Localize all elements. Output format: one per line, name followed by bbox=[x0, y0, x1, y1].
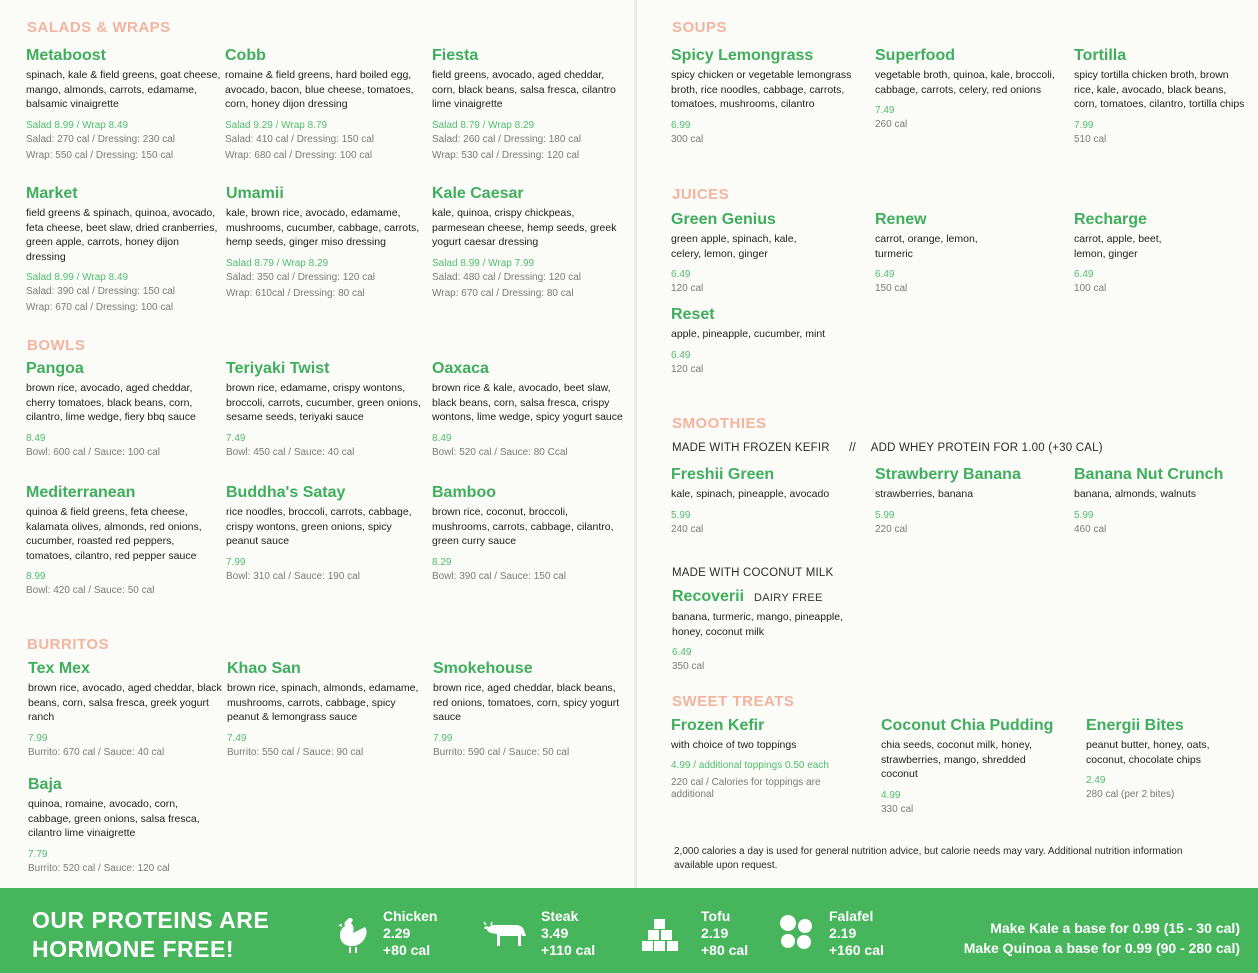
menu-item-energii-bites[interactable] bbox=[1086, 717, 1246, 803]
item-calories: Salad: 270 cal / Dressing: 230 cal bbox=[26, 133, 175, 145]
note-divider: // bbox=[849, 442, 856, 454]
item-description: banana, almonds, walnuts bbox=[1074, 488, 1196, 500]
item-calories: Bowl: 390 cal / Sauce: 150 cal bbox=[432, 570, 566, 582]
item-price: 7.99 bbox=[433, 732, 453, 744]
item-name: Energii Bites bbox=[1086, 717, 1184, 734]
item-price: 8.49 bbox=[432, 432, 452, 444]
item-description: rice noodles, broccoli, carrots, cabbage, crispy wontons, green onions, spicy peanut sauce bbox=[226, 506, 412, 547]
item-description: banana, turmeric, mango, pineapple, honey, coconut milk bbox=[672, 611, 844, 638]
item-calories-wrap: Wrap: 610cal / Dressing: 80 cal bbox=[226, 287, 365, 299]
item-price: 6.49 bbox=[671, 269, 691, 280]
item-calories-wrap: Wrap: 670 cal / Dressing: 100 cal bbox=[26, 302, 174, 313]
item-calories: 220 cal / Calories for toppings are additional bbox=[671, 776, 821, 800]
page-fold bbox=[634, 0, 637, 973]
item-name: Oaxaca bbox=[432, 360, 489, 377]
item-price: Salad 8.79 / Wrap 8.29 bbox=[432, 119, 535, 131]
item-description: brown rice, edamame, crispy wontons, broccoli, carrots, cucumber, green onions, sesame seeds, teriyaki sauce bbox=[226, 382, 421, 423]
item-price: 5.99 bbox=[671, 509, 691, 521]
calorie-disclaimer: 2,000 calories a day is used for general nutrition advice, but calorie needs may vary. Additional nutrition information available upon request. bbox=[674, 846, 1183, 871]
item-description: brown rice & kale, avocado, beet slaw, black beans, corn, salsa fresca, crispy wontons, lime wedge, spicy yogurt sauce bbox=[432, 382, 623, 423]
item-description: brown rice, spinach, almonds, edamame, mushrooms, carrots, cabbage, spicy peanut & lemongrass sauce bbox=[227, 682, 419, 723]
item-description: quinoa & field greens, feta cheese, kalamata olives, almonds, red onions, cucumber, roasted red peppers, tomatoes, cilantro, red pepper sauce bbox=[26, 506, 202, 562]
section-smoothies: SMOOTHIES bbox=[672, 415, 767, 432]
item-calories: 330 cal bbox=[881, 803, 914, 815]
falafel-balls-icon bbox=[778, 914, 814, 950]
item-name: Green Genius bbox=[671, 211, 776, 228]
item-description: green apple, spinach, kale, celery, lemon, ginger bbox=[671, 233, 797, 260]
item-name: Tortilla bbox=[1074, 47, 1127, 64]
item-calories: 240 cal bbox=[671, 523, 704, 535]
item-name: Baja bbox=[28, 776, 62, 793]
item-calories-wrap: Wrap: 670 cal / Dressing: 80 cal bbox=[432, 287, 574, 299]
item-calories: Salad: 260 cal / Dressing: 180 cal bbox=[432, 133, 581, 145]
item-calories: 150 cal bbox=[875, 283, 908, 294]
item-price: 8.49 bbox=[26, 432, 46, 444]
menu-item-smokehouse[interactable] bbox=[433, 660, 628, 761]
item-name: Coconut Chia Pudding bbox=[881, 717, 1054, 734]
item-name: Buddha's Satay bbox=[226, 484, 346, 501]
cow-icon bbox=[482, 920, 530, 950]
item-calories: 460 cal bbox=[1074, 523, 1107, 535]
whey-protein-note: ADD WHEY PROTEIN FOR 1.00 (+30 CAL) bbox=[870, 442, 1103, 454]
item-name: Recharge bbox=[1074, 211, 1147, 228]
protein-calories: +160 cal bbox=[829, 942, 884, 958]
item-name: Market bbox=[26, 185, 78, 202]
item-calories: 280 cal (per 2 bites) bbox=[1086, 789, 1175, 800]
section-bowls: BOWLS bbox=[27, 337, 86, 354]
menu-item-oaxaca[interactable] bbox=[432, 360, 627, 461]
item-price: 7.99 bbox=[226, 556, 246, 568]
item-description: spicy tortilla chicken broth, brown rice, kale, avocado, black beans, corn, tomatoes, cilantro, tortilla chips bbox=[1074, 69, 1245, 110]
item-price: 7.49 bbox=[226, 432, 246, 444]
item-description: carrot, apple, beet, lemon, ginger bbox=[1074, 233, 1162, 260]
item-calories: 120 cal bbox=[671, 363, 704, 375]
item-name: Teriyaki Twist bbox=[226, 360, 330, 377]
menu-item-superfood[interactable] bbox=[875, 47, 1070, 133]
item-calories: Burrito: 590 cal / Sauce: 50 cal bbox=[433, 746, 570, 758]
menu-item-freshii-green[interactable] bbox=[671, 466, 831, 538]
item-name: Bamboo bbox=[432, 484, 496, 501]
item-description: field greens, avocado, aged cheddar, corn, black beans, salsa fresca, cilantro lime vinaigrette bbox=[432, 69, 616, 110]
item-price: Salad 9.29 / Wrap 8.79 bbox=[225, 119, 328, 131]
kefir-note bbox=[672, 442, 1103, 454]
menu-item-spicy-lemongrass[interactable] bbox=[671, 47, 866, 148]
item-price: 6.49 bbox=[875, 269, 895, 280]
protein-name: Tofu bbox=[701, 908, 731, 924]
item-calories: 260 cal bbox=[875, 119, 908, 130]
protein-price: 2.29 bbox=[383, 925, 411, 941]
item-calories: Burrito: 520 cal / Sauce: 120 cal bbox=[28, 862, 170, 874]
item-description: field greens & spinach, quinoa, avocado, feta cheese, beet slaw, dried cranberries, green apple, carrots, honey dijon dressing bbox=[26, 207, 218, 263]
item-description: vegetable broth, quinoa, kale, broccoli, cabbage, carrots, celery, red onions bbox=[875, 69, 1055, 96]
item-calories: Salad: 480 cal / Dressing: 120 cal bbox=[432, 271, 581, 283]
item-calories: Burrito: 670 cal / Sauce: 40 cal bbox=[28, 746, 165, 758]
item-description: with choice of two toppings bbox=[671, 739, 797, 751]
item-name: Cobb bbox=[225, 47, 266, 64]
item-price: 8.29 bbox=[432, 556, 452, 568]
menu-item-khao-san[interactable] bbox=[227, 660, 422, 761]
menu-item-teriyaki-twist[interactable] bbox=[226, 360, 421, 461]
item-description: carrot, orange, lemon, turmeric bbox=[875, 233, 978, 260]
section-soups: SOUPS bbox=[672, 19, 728, 36]
item-name: Khao San bbox=[227, 660, 301, 677]
item-price: Salad 8.79 / Wrap 8.29 bbox=[226, 257, 329, 269]
menu-item-pangoa[interactable] bbox=[26, 360, 221, 461]
item-description: chia seeds, coconut milk, honey, strawberries, mango, shredded coconut bbox=[881, 739, 1032, 780]
menu-item-market[interactable] bbox=[26, 185, 221, 316]
item-description: brown rice, avocado, aged cheddar, black beans, corn, salsa fresca, greek yogurt ranch bbox=[28, 682, 222, 723]
item-price: 5.99 bbox=[875, 509, 895, 521]
item-name-text: Recoverii bbox=[672, 588, 745, 605]
item-price: 2.49 bbox=[1086, 775, 1106, 786]
protein-chicken[interactable] bbox=[383, 908, 437, 959]
menu-item-tex-mex[interactable] bbox=[28, 660, 223, 761]
protein-name: Steak bbox=[541, 908, 579, 924]
section-burritos: BURRITOS bbox=[27, 636, 110, 653]
item-description: peanut butter, honey, oats, coconut, chocolate chips bbox=[1086, 739, 1210, 766]
menu-item-metaboost[interactable] bbox=[26, 47, 221, 164]
item-name: Kale Caesar bbox=[432, 185, 524, 202]
item-price: 4.99 bbox=[881, 789, 901, 801]
dairy-free-tag: DAIRY FREE bbox=[754, 592, 823, 604]
item-description: brown rice, aged cheddar, black beans, red onions, tomatoes, corn, spicy yogurt sauce bbox=[433, 682, 620, 723]
item-description: apple, pineapple, cucumber, mint bbox=[671, 328, 826, 340]
item-calories: Bowl: 600 cal / Sauce: 100 cal bbox=[26, 446, 160, 458]
item-name: Mediterranean bbox=[26, 484, 136, 501]
coconut-milk-note: MADE WITH COCONUT MILK bbox=[672, 567, 834, 579]
item-description: kale, brown rice, avocado, edamame, mushrooms, cucumber, cabbage, carrots, hemp seeds, ginger miso dressing bbox=[226, 207, 420, 248]
kefir-label: MADE WITH FROZEN KEFIR bbox=[672, 442, 830, 454]
section-juices: JUICES bbox=[672, 186, 730, 203]
item-calories: Bowl: 310 cal / Sauce: 190 cal bbox=[226, 570, 360, 582]
menu-item-bamboo[interactable] bbox=[432, 484, 627, 585]
menu-item-coconut-chia-pudding[interactable] bbox=[881, 717, 1061, 818]
item-price: 7.99 bbox=[1074, 119, 1094, 131]
protein-price: 2.19 bbox=[829, 925, 857, 941]
item-description: brown rice, coconut, broccoli, mushrooms, carrots, cabbage, cilantro, green curry sauce bbox=[432, 506, 614, 547]
chicken-icon bbox=[335, 914, 373, 954]
item-calories: Bowl: 420 cal / Sauce: 50 cal bbox=[26, 585, 155, 596]
menu-item-kale-caesar[interactable] bbox=[432, 185, 627, 302]
menu-item-recoverii[interactable] bbox=[672, 588, 852, 675]
menu-item-frozen-kefir[interactable] bbox=[671, 717, 836, 801]
tofu-cubes-icon bbox=[642, 918, 678, 952]
quinoa-base-option[interactable]: Make Quinoa a base for 0.99 (90 - 280 cal) bbox=[963, 940, 1240, 956]
protein-price: 2.19 bbox=[701, 925, 729, 941]
kale-base-option[interactable]: Make Kale a base for 0.99 (15 - 30 cal) bbox=[990, 920, 1240, 936]
menu-item-cobb[interactable] bbox=[225, 47, 420, 164]
protein-name: Chicken bbox=[383, 908, 438, 924]
protein-name: Falafel bbox=[829, 908, 874, 924]
item-calories: 300 cal bbox=[671, 133, 704, 145]
item-name: Umamii bbox=[226, 185, 284, 202]
item-description: brown rice, avocado, aged cheddar, cherry tomatoes, black beans, corn, cilantro, lime wedge, fiery bbq sauce bbox=[26, 382, 196, 423]
menu-item-strawberry-banana[interactable] bbox=[875, 466, 1050, 538]
item-calories: Burrito: 550 cal / Sauce: 90 cal bbox=[227, 746, 364, 758]
headline-line-2: HORMONE FREE! bbox=[32, 936, 234, 962]
menu-item-umamii[interactable] bbox=[226, 185, 421, 302]
item-calories-wrap: Wrap: 680 cal / Dressing: 100 cal bbox=[225, 149, 373, 161]
section-salads-wraps: SALADS & WRAPS bbox=[27, 19, 171, 36]
menu-item-fiesta[interactable] bbox=[432, 47, 627, 164]
item-name: Banana Nut Crunch bbox=[1074, 466, 1224, 483]
protein-steak[interactable] bbox=[541, 908, 595, 959]
item-name: Reset bbox=[671, 306, 715, 323]
menu-item-tortilla[interactable] bbox=[1074, 47, 1249, 148]
menu-item-recharge[interactable] bbox=[1074, 211, 1189, 297]
item-name: Superfood bbox=[875, 47, 955, 64]
item-description: strawberries, banana bbox=[875, 488, 974, 500]
protein-falafel[interactable] bbox=[829, 908, 884, 959]
item-calories: Salad: 390 cal / Dressing: 150 cal bbox=[26, 286, 175, 297]
item-name: Tex Mex bbox=[28, 660, 90, 677]
item-calories: Bowl: 520 cal / Sauce: 80 Ccal bbox=[432, 446, 568, 458]
item-calories: 120 cal bbox=[671, 283, 704, 294]
item-price: Salad 8.99 / Wrap 8.49 bbox=[26, 119, 129, 131]
item-price: 7.49 bbox=[875, 105, 895, 116]
headline-line-1: OUR PROTEINS ARE bbox=[32, 907, 270, 933]
item-price: 7.79 bbox=[28, 848, 48, 860]
item-calories: Salad: 350 cal / Dressing: 120 cal bbox=[226, 271, 375, 283]
item-name bbox=[672, 588, 852, 607]
item-calories-wrap: Wrap: 530 cal / Dressing: 120 cal bbox=[432, 149, 580, 161]
section-sweet-treats: SWEET TREATS bbox=[672, 693, 795, 710]
item-price: 7.49 bbox=[227, 732, 247, 744]
item-price: 7.99 bbox=[28, 732, 48, 744]
item-price: 6.99 bbox=[671, 119, 691, 131]
item-price: 6.49 bbox=[671, 349, 691, 361]
menu-item-mediterranean[interactable] bbox=[26, 484, 221, 599]
protein-calories: +80 cal bbox=[701, 942, 749, 958]
item-calories: 510 cal bbox=[1074, 133, 1107, 145]
menu-item-green-genius[interactable] bbox=[671, 211, 821, 297]
item-price: 5.99 bbox=[1074, 509, 1094, 521]
protein-banner bbox=[0, 888, 1258, 973]
item-price: 6.49 bbox=[1074, 269, 1094, 280]
item-price: 4.99 / additional toppings 0.50 each bbox=[671, 759, 829, 771]
item-calories: Bowl: 450 cal / Sauce: 40 cal bbox=[226, 446, 355, 458]
item-name: Strawberry Banana bbox=[875, 466, 1021, 483]
item-calories-wrap: Wrap: 550 cal / Dressing: 150 cal bbox=[26, 149, 174, 161]
item-price: Salad 8.99 / Wrap 7.99 bbox=[432, 257, 535, 269]
item-name: Renew bbox=[875, 211, 927, 228]
item-price: 8.99 bbox=[26, 571, 46, 582]
protein-calories: +80 cal bbox=[383, 942, 431, 958]
item-description: kale, quinoa, crispy chickpeas, parmesean cheese, hemp seeds, greek yogurt caesar dressing bbox=[432, 207, 617, 248]
menu-item-reset[interactable] bbox=[671, 306, 831, 378]
item-calories: 220 cal bbox=[875, 523, 908, 535]
item-name: Metaboost bbox=[26, 47, 106, 64]
item-name: Freshii Green bbox=[671, 466, 775, 483]
base-upgrades bbox=[964, 918, 1240, 958]
item-calories: Salad: 410 cal / Dressing: 150 cal bbox=[225, 133, 374, 145]
protein-tofu[interactable] bbox=[701, 908, 748, 959]
protein-calories: +110 cal bbox=[541, 942, 596, 958]
item-name: Smokehouse bbox=[433, 660, 533, 677]
menu-item-buddhas-satay[interactable] bbox=[226, 484, 421, 585]
item-calories: 350 cal bbox=[672, 661, 705, 672]
item-calories: 100 cal bbox=[1074, 283, 1107, 294]
item-name: Fiesta bbox=[432, 47, 479, 64]
item-description: kale, spinach, pineapple, avocado bbox=[671, 488, 830, 500]
item-description: quinoa, romaine, avocado, corn, cabbage, green onions, salsa fresca, cilantro lime vinaigrette bbox=[28, 798, 200, 839]
item-name: Pangoa bbox=[26, 360, 84, 377]
item-price: 6.49 bbox=[672, 647, 692, 658]
protein-price: 3.49 bbox=[541, 925, 569, 941]
item-description: romaine & field greens, hard boiled egg, avocado, bacon, blue cheese, tomatoes, corn, honey dijon dressing bbox=[225, 69, 414, 110]
menu-item-renew[interactable] bbox=[875, 211, 1005, 297]
menu-item-banana-nut-crunch[interactable] bbox=[1074, 466, 1249, 538]
item-description: spicy chicken or vegetable lemongrass broth, rice noodles, cabbage, carrots, tomatoes, mushrooms, cilantro bbox=[671, 69, 852, 110]
banner-headline bbox=[32, 906, 269, 964]
menu-item-baja[interactable] bbox=[28, 776, 223, 877]
item-name: Frozen Kefir bbox=[671, 717, 765, 734]
item-price: Salad 8.99 / Wrap 8.49 bbox=[26, 272, 129, 283]
item-description: spinach, kale & field greens, goat cheese, mango, almonds, carrots, edamame, balsamic vinaigrette bbox=[26, 69, 221, 110]
item-name: Spicy Lemongrass bbox=[671, 47, 814, 64]
